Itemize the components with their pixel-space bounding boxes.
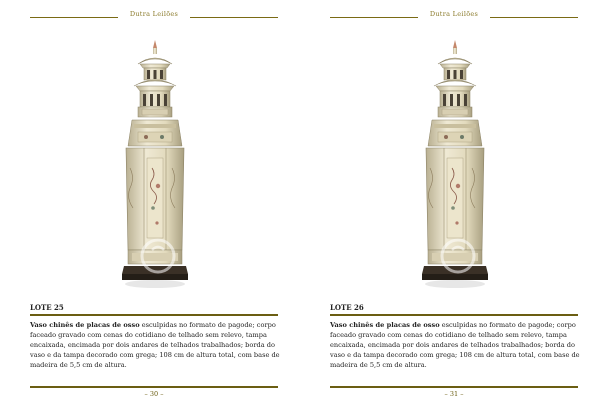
- lot-description-title: Vaso chinês de placas de osso: [330, 321, 440, 329]
- header-rule-right: [490, 17, 578, 18]
- lot-label: LOTE 25: [30, 303, 64, 312]
- lot-description-text: esculpidas no formato de pagode; corpo faceado gravado com cenas do cotidiano de telhado sem relevo, tampa encaixada, encimada por dois andares de telhados trabalhados; borda do vaso e da tampa decorado com grega; 108 cm de altura total, com base de madeira de 5,5 cm de altura.: [30, 321, 280, 369]
- lot-rule: [330, 314, 578, 316]
- lot-description-text: esculpidas no formato de pagode; corpo faceado gravado com cenas do cotidiano de telhado sem relevo, tampa encaixada, encimada por dois andares de telhados trabalhados; borda do vaso e da tampa decorado com grega; 108 cm de altura total, com base de madeira de 5,5 cm de altura.: [330, 321, 580, 369]
- page-header: [330, 10, 578, 24]
- page-number: – 31 –: [444, 390, 464, 398]
- page-header: [30, 10, 278, 24]
- lot-rule: [30, 314, 278, 316]
- header-rule-right: [190, 17, 278, 18]
- pagoda-vase-photo: [412, 38, 498, 298]
- lot-description-title: Vaso chinês de placas de osso: [30, 321, 140, 329]
- lot-description: [330, 320, 580, 370]
- lot-label: LOTE 26: [330, 303, 364, 312]
- pagoda-vase-photo: [112, 38, 198, 298]
- catalog-page-right: [300, 0, 600, 420]
- page-number: – 30 –: [144, 390, 164, 398]
- header-title: Dutra Leilões: [429, 10, 479, 18]
- header-title: Dutra Leilões: [129, 10, 179, 18]
- footer-rule: [330, 386, 578, 388]
- page-footer: [330, 386, 578, 398]
- footer-rule: [30, 386, 278, 388]
- page-footer: [30, 386, 278, 398]
- lot-description: [30, 320, 280, 370]
